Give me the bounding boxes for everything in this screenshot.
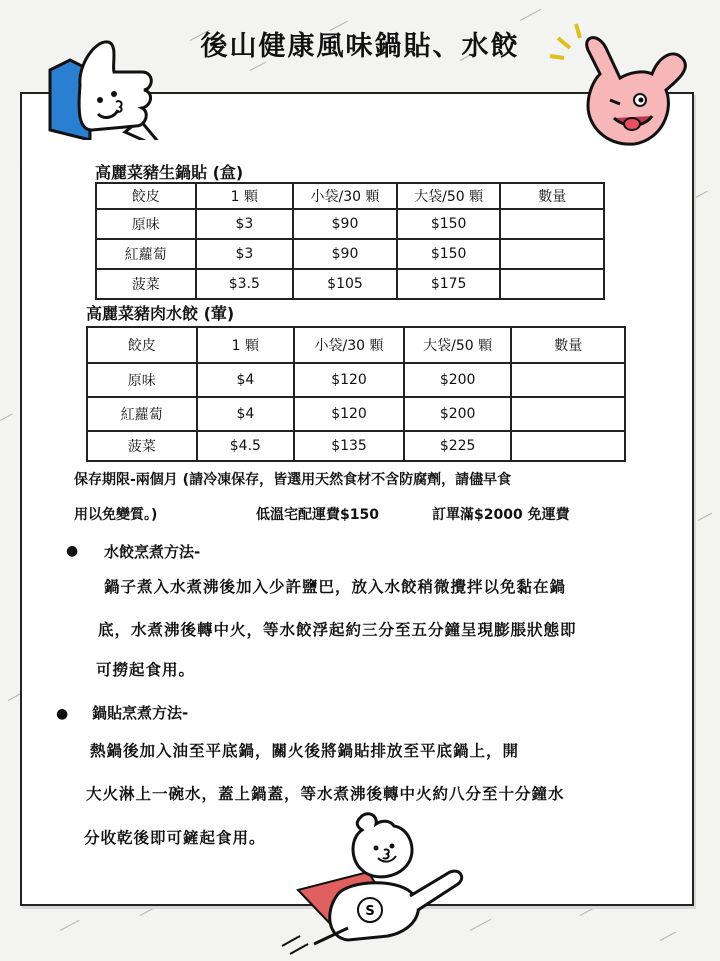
- table-cell: $105: [293, 269, 397, 299]
- table-row: [96, 239, 604, 269]
- potsticker-method-line: 大火淋上一碗水，蓋上鍋蓋，等水煮沸後轉中火約八分至十分鐘水: [86, 785, 565, 803]
- table-cell: $90: [293, 239, 397, 269]
- header-cell: 小袋/30 顆: [293, 183, 397, 209]
- storage-note: 保存期限-兩個月 (請冷凍保存，皆選用天然食材不含防腐劑，請儘早食: [74, 472, 512, 488]
- flying-bear-sticker: [278, 812, 478, 957]
- table-cell: $120: [294, 397, 404, 431]
- table-cell: 紅蘿蔔: [96, 239, 196, 269]
- potsticker-method-line: 分收乾後即可鏟起食用。: [84, 829, 266, 847]
- table-row: [87, 363, 625, 397]
- table-cell: $4: [197, 397, 295, 431]
- bullet-icon: ●: [56, 706, 69, 722]
- storage-note-end: 用以免變質。): [74, 507, 158, 523]
- dumpling-method-title: 水餃烹煮方法-: [104, 543, 201, 561]
- table-row: [87, 397, 625, 431]
- dumpling-method-line: 鍋子煮入水煮沸後加入少許鹽巴，放入水餃稍微攪拌以免黏在鍋: [104, 578, 567, 596]
- quantity-cell[interactable]: [511, 397, 625, 431]
- header-cell: 1 顆: [196, 183, 294, 209]
- table-cell: 原味: [87, 363, 197, 397]
- table-cell: $150: [397, 209, 501, 239]
- dumpling-method-line: 底，水煮沸後轉中火，等水餃浮起約三分至五分鐘呈現膨脹狀態即: [98, 621, 577, 639]
- table-row: [87, 431, 625, 461]
- quantity-cell[interactable]: [511, 363, 625, 397]
- table-header-row: [87, 327, 625, 363]
- table-cell: $200: [404, 363, 512, 397]
- potsticker-section-title: 高麗菜豬生鍋貼 (盒): [95, 163, 244, 182]
- header-cell: 數量: [500, 183, 604, 209]
- header-cell: 1 顆: [197, 327, 295, 363]
- table-cell: 紅蘿蔔: [87, 397, 197, 431]
- quantity-cell[interactable]: [500, 209, 604, 239]
- quantity-cell[interactable]: [500, 269, 604, 299]
- table-cell: $200: [404, 397, 512, 431]
- header-cell: 餃皮: [96, 183, 196, 209]
- table-cell: $150: [397, 239, 501, 269]
- table-cell: $90: [293, 209, 397, 239]
- potsticker-method-title: 鍋貼烹煮方法-: [92, 704, 189, 722]
- potsticker-price-table: [95, 182, 605, 300]
- table-cell: 菠菜: [96, 269, 196, 299]
- page-title: 後山健康風味鍋貼、水餃: [200, 31, 520, 62]
- bullet-icon: ●: [66, 543, 79, 559]
- table-cell: $3.5: [196, 269, 294, 299]
- table-cell: $175: [397, 269, 501, 299]
- header-cell: 大袋/50 顆: [397, 183, 501, 209]
- dumpling-method-line: 可撈起食用。: [96, 661, 196, 679]
- header-cell: 大袋/50 顆: [404, 327, 512, 363]
- quantity-cell[interactable]: [500, 239, 604, 269]
- table-row: [96, 209, 604, 239]
- free-shipping-note: 訂單滿$2000 免運費: [432, 507, 570, 523]
- table-cell: $4: [197, 363, 295, 397]
- table-cell: $4.5: [197, 431, 295, 461]
- shipping-fee: 低溫宅配運費$150: [256, 507, 379, 523]
- svg-text:S: S: [365, 904, 375, 919]
- table-header-row: [96, 183, 604, 209]
- potsticker-method-line: 熱鍋後加入油至平底鍋，關火後將鍋貼排放至平底鍋上，開: [90, 742, 520, 760]
- header-cell: 小袋/30 顆: [294, 327, 404, 363]
- header-cell: 餃皮: [87, 327, 197, 363]
- quantity-cell[interactable]: [511, 431, 625, 461]
- table-row: [96, 269, 604, 299]
- dumpling-price-table: [86, 326, 626, 462]
- table-cell: 原味: [96, 209, 196, 239]
- dumpling-section-title: 高麗菜豬肉水餃 (葷): [86, 304, 235, 323]
- table-cell: 菠菜: [87, 431, 197, 461]
- table-cell: $120: [294, 363, 404, 397]
- table-cell: $225: [404, 431, 512, 461]
- table-cell: $135: [294, 431, 404, 461]
- table-cell: $3: [196, 239, 294, 269]
- header-cell: 數量: [511, 327, 625, 363]
- table-cell: $3: [196, 209, 294, 239]
